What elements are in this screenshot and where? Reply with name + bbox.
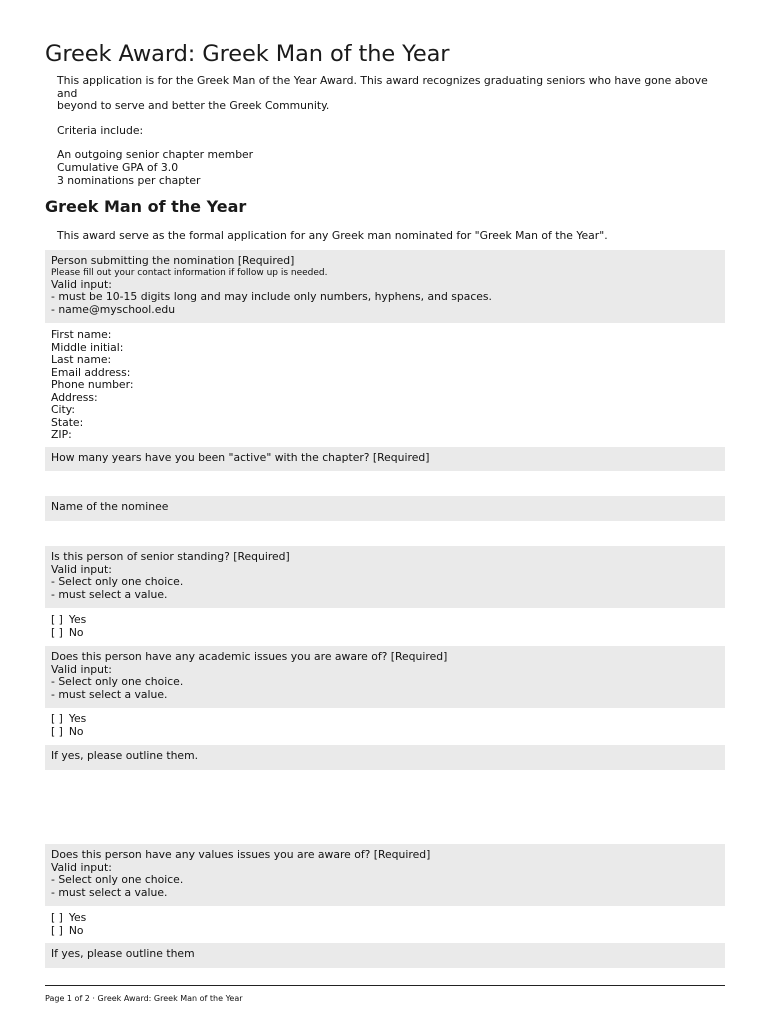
choice-label: No [68, 923, 84, 937]
choice-yes[interactable] [51, 912, 86, 925]
question-label: If yes, please outline them. [51, 749, 199, 762]
intro-line: beyond to serve and better the Greek Community. [57, 99, 330, 113]
valid-input-label: Valid input: [51, 662, 112, 676]
page-footer: Page 1 of 2 · Greek Award: Greek Man of the Year [45, 994, 243, 1003]
footer-divider [45, 985, 725, 986]
checkbox[interactable]: [ ] [51, 625, 63, 639]
field-state[interactable]: State: [51, 415, 84, 429]
choice-label: Yes [68, 712, 87, 725]
question-senior-standing [45, 546, 725, 608]
question-label: Is this person of senior standing? [Required] [51, 550, 290, 563]
checkbox[interactable]: [ ] [51, 724, 63, 738]
criteria-item: 3 nominations per chapter [57, 173, 201, 187]
valid-input-label: Valid input: [51, 860, 112, 874]
section-title: Greek Man of the Year [45, 197, 247, 216]
choice-label: No [68, 625, 84, 639]
question-nominee-name [45, 496, 725, 521]
intro-text [57, 75, 717, 187]
question-submitter [45, 250, 725, 323]
question-years-active [45, 447, 725, 471]
choice-no[interactable] [51, 925, 86, 938]
choice-label: Yes [68, 911, 87, 924]
question-label: Does this person have any academic issues you are aware of? [Required] [51, 650, 448, 663]
field-email[interactable]: Email address: [51, 365, 131, 379]
choice-no[interactable] [51, 627, 86, 640]
question-academic-outline [45, 745, 725, 770]
criteria-label: Criteria include: [57, 123, 144, 137]
field-middle-initial[interactable]: Middle initial: [51, 340, 124, 354]
question-hint: Please fill out your contact information if follow up is needed. [51, 267, 328, 278]
question-label: How many years have you been "active" with the chapter? [Required] [51, 451, 430, 464]
validation-rule: - must select a value. [51, 587, 168, 601]
field-city[interactable]: City: [51, 403, 76, 416]
checkbox[interactable]: [ ] [51, 613, 63, 626]
validation-rule: - Select only one choice. [51, 575, 184, 588]
question-values-issues [45, 844, 725, 906]
choice-label: No [68, 724, 84, 738]
validation-rule: - must be 10-15 digits long and may include only numbers, hyphens, and spaces. [51, 290, 492, 303]
field-last-name[interactable]: Last name: [51, 353, 112, 366]
field-address[interactable]: Address: [51, 390, 98, 404]
checkbox[interactable]: [ ] [51, 911, 63, 924]
values-issues-choices [51, 912, 86, 937]
criteria-item: An outgoing senior chapter member [57, 148, 254, 162]
criteria-item: Cumulative GPA of 3.0 [57, 160, 179, 174]
field-zip[interactable]: ZIP: [51, 428, 72, 441]
validation-rule: - must select a value. [51, 687, 168, 701]
valid-input-label: Valid input: [51, 562, 112, 576]
question-academic-issues [45, 646, 725, 708]
page-title: Greek Award: Greek Man of the Year [45, 41, 450, 67]
contact-fields [51, 329, 133, 442]
question-values-outline [45, 943, 725, 968]
intro-line: This application is for the Greek Man of the Year Award. This award recognizes graduating seniors who have gone above and [57, 74, 708, 100]
question-label: If yes, please outline them [51, 947, 195, 960]
validation-rule: - Select only one choice. [51, 873, 184, 886]
choice-yes[interactable] [51, 713, 86, 726]
question-label: Person submitting the nomination [Required] [51, 254, 295, 267]
senior-standing-choices [51, 614, 86, 639]
checkbox[interactable]: [ ] [51, 712, 63, 725]
valid-input-label: Valid input: [51, 277, 112, 291]
choice-no[interactable] [51, 726, 86, 739]
checkbox[interactable]: [ ] [51, 923, 63, 937]
validation-rule: - name@myschool.edu [51, 302, 176, 316]
validation-rule: - must select a value. [51, 885, 168, 899]
academic-issues-choices [51, 713, 86, 738]
section-intro: This award serve as the formal application for any Greek man nominated for "Greek Man of the Year". [57, 229, 608, 242]
choice-yes[interactable] [51, 614, 86, 627]
question-label: Does this person have any values issues you are aware of? [Required] [51, 848, 431, 861]
field-phone[interactable]: Phone number: [51, 378, 134, 391]
validation-rule: - Select only one choice. [51, 675, 184, 688]
choice-label: Yes [68, 613, 87, 626]
question-label: Name of the nominee [51, 500, 169, 513]
field-first-name[interactable]: First name: [51, 328, 112, 341]
